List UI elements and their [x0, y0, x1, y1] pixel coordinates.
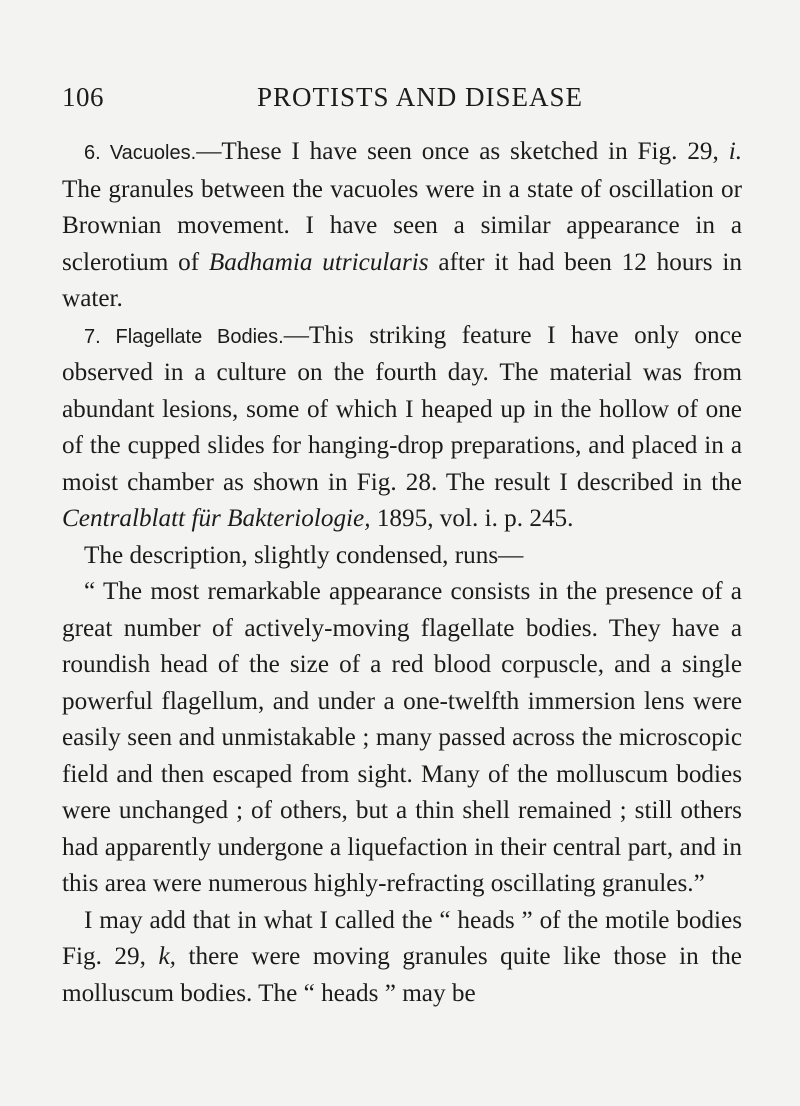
block-quote: “ The most remarkable appearance consists in the presence of a great number of actively-moving flagellate bodies. They have a roundish head of the size of a red blood corpuscle, and a single powerful flagellum, and under a one-twelfth immersion lens were easily seen and unmistakable ; many passed across the microscopic field and then escaped from sight. Many of the molluscum bodies were unchanged ; of others, but a thin shell remained ; still others had apparently undergone a liquefaction in their central part, and in this area were numerous highly-refracting oscillating granules.” — [62, 578, 742, 897]
journal-title: Centralblatt für Bakteriologie, — [62, 505, 371, 532]
book-page — [62, 82, 742, 1012]
paragraph-text: 1895, vol. i. p. 245. — [370, 505, 574, 532]
paragraph-text: —These I have seen once as sketched in Fig. 29, — [196, 138, 729, 165]
paragraph-description-intro: The description, slightly condensed, runs— — [84, 541, 524, 569]
section-heading-vacuoles: 6. Vacuoles. — [84, 142, 197, 164]
paragraph-text: —This striking feature I have only once observed in a culture on the fourth day. The material was from abundant lesions, some of which I heaped up in the hollow of one of the cupped slides for hanging-drop preparations, and placed in a moist chamber as shown in Fig. 28. The result I described in the — [62, 321, 742, 496]
running-head — [62, 82, 742, 118]
paragraph-vacuoles — [62, 134, 742, 318]
page-number: 106 — [62, 82, 104, 112]
paragraph-text: The granules between the vacuoles were in a state of oscillation or Brownian movement. I have seen a similar appearance in a sclerotium of — [62, 175, 742, 276]
body-text — [62, 134, 742, 1012]
figure-reference: i. — [728, 138, 742, 165]
paragraph-heads — [62, 903, 742, 1013]
section-heading-flagellate-bodies: 7. Flagellate Bodies. — [84, 325, 284, 348]
paragraph-text: I may add that in what I called the “ heads ” of the motile bodies Fig. 29, — [62, 906, 742, 970]
figure-reference: k, — [158, 943, 176, 970]
running-title: PROTISTS AND DISEASE — [257, 82, 584, 112]
paragraph-flagellate-bodies — [62, 318, 742, 538]
species-name: Badhamia utricularis — [208, 248, 429, 276]
paragraph-text: there were moving granules quite like those in the molluscum bodies. The “ heads ” may be — [62, 943, 742, 1007]
paragraph-text: after it had been 12 hours in water. — [62, 248, 742, 312]
